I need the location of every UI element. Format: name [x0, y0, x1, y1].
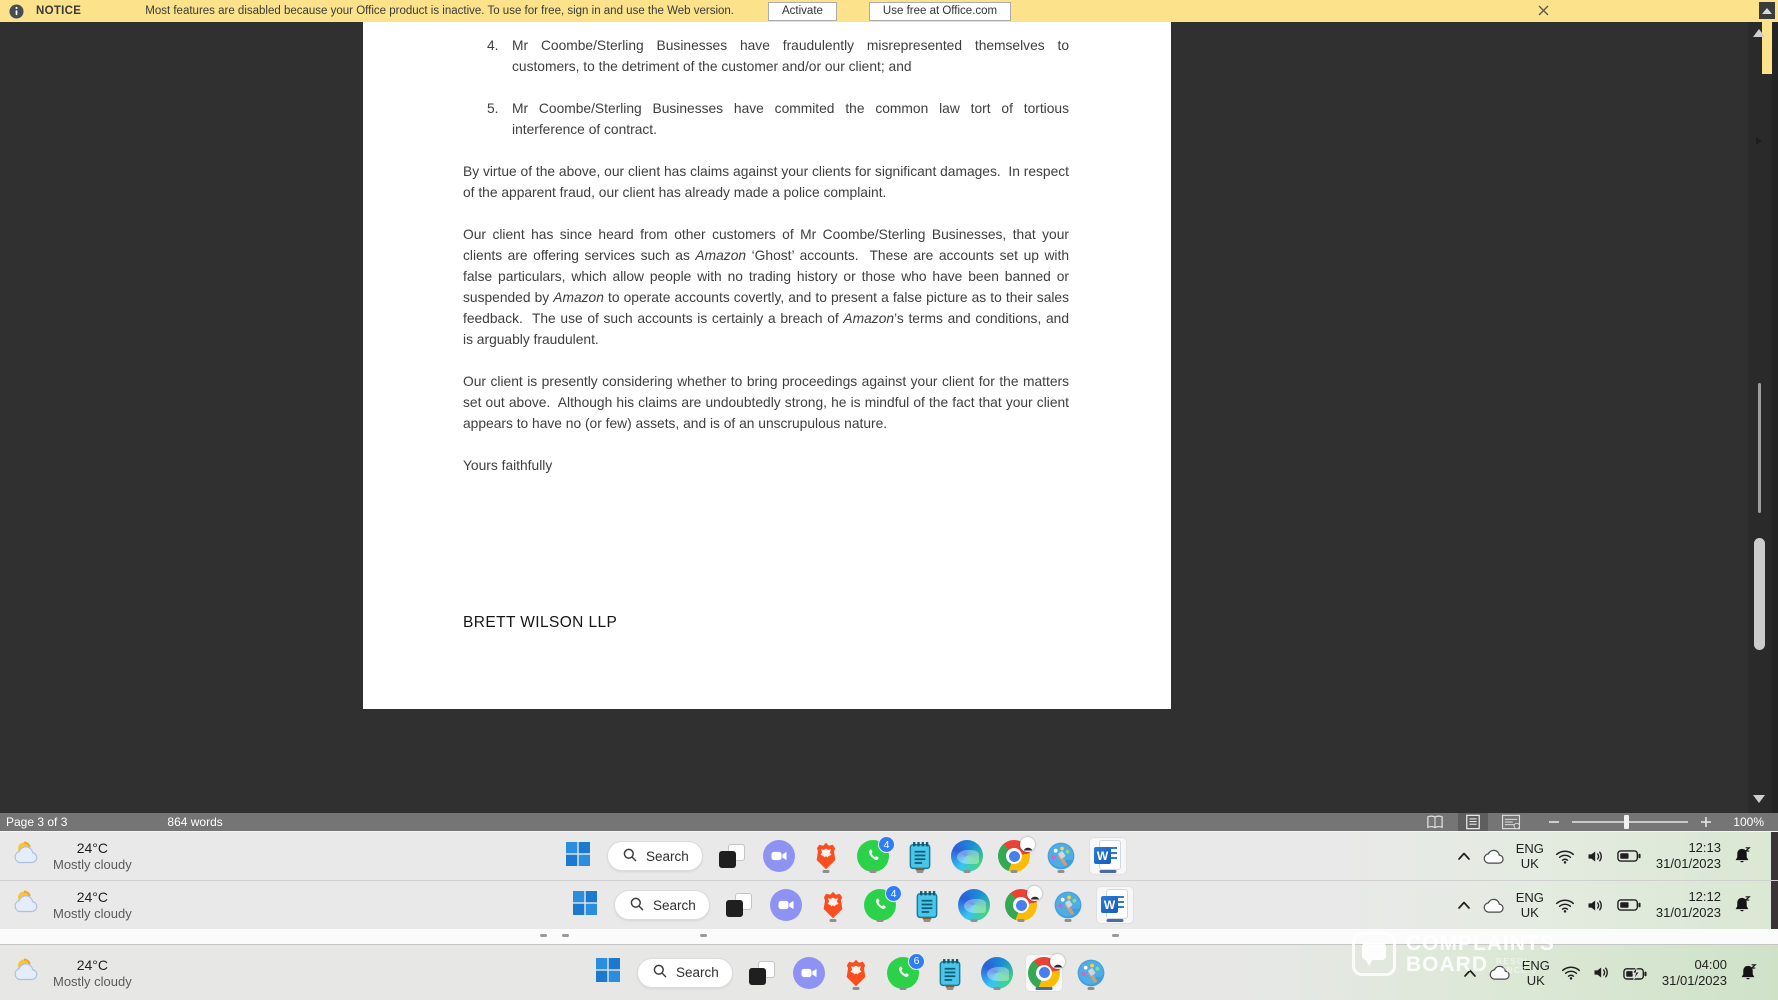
zoom-in-button[interactable]: [1700, 816, 1712, 828]
notepad-taskbar-icon[interactable]: [902, 838, 938, 874]
word-status-bar: [0, 813, 1778, 831]
language-line2: UK: [1520, 856, 1539, 871]
zoom-level[interactable]: 100%: [1733, 815, 1764, 829]
paint-taskbar-icon[interactable]: [1073, 955, 1109, 991]
system-tray: [1463, 945, 1758, 1000]
zoom-out-button[interactable]: [1548, 816, 1560, 828]
weather-icon: [10, 955, 46, 991]
windows-logo-icon: [565, 841, 591, 872]
page-scroll-top-button[interactable]: [1759, 2, 1775, 19]
info-icon: [9, 4, 24, 19]
taskbar-app-strip: [590, 955, 1109, 991]
zoom-slider-handle[interactable]: [1624, 815, 1629, 829]
tray-date: 31/01/2023: [1655, 856, 1721, 871]
brave-taskbar-icon[interactable]: [815, 887, 851, 923]
screen-edge-strip: [1772, 22, 1778, 813]
activate-button[interactable]: Activate: [768, 2, 837, 21]
doc-closing-block: Yours faithfully: [463, 458, 553, 473]
up-arrow-icon: [1762, 8, 1772, 14]
chevron-up-icon[interactable]: [1457, 900, 1471, 910]
page-indicator[interactable]: Page 3 of 3: [6, 815, 68, 829]
chrome-taskbar-icon[interactable]: [996, 838, 1032, 874]
language-line2: UK: [1520, 905, 1539, 920]
use-free-office-button[interactable]: Use free at Office.com: [869, 2, 1011, 21]
search-icon: [629, 896, 645, 915]
indicator-dash: [700, 934, 707, 937]
word-taskbar-icon[interactable]: W: [1090, 838, 1126, 874]
doc-para-block: By virtue of the above, our client has claims against your clients for significant damages. In respect of the apparent fraud, our client has already made a police complaint.: [463, 164, 1069, 200]
whatsapp-taskbar-icon[interactable]: [862, 887, 898, 923]
tray-time: 04:00: [1694, 956, 1727, 972]
language-indicator[interactable]: [1516, 841, 1544, 871]
running-indicator: [1100, 870, 1117, 873]
running-indicator: [971, 919, 978, 922]
running-indicator: [994, 987, 1001, 990]
task-view-taskbar-icon[interactable]: [714, 838, 750, 874]
running-indicator: [853, 987, 860, 990]
show-desktop-edge[interactable]: [1771, 832, 1778, 880]
chevron-up-icon[interactable]: [1463, 968, 1477, 978]
running-indicator: [877, 919, 884, 922]
scroll-marker-icon: [1756, 137, 1762, 145]
wifi-icon[interactable]: [1555, 848, 1575, 865]
clock[interactable]: [1656, 889, 1721, 921]
chrome-taskbar-icon[interactable]: [1026, 955, 1062, 991]
language-line1: ENG: [1515, 841, 1544, 856]
notice-message: Most features are disabled because your Office product is inactive. To use for free, sign in and use the Web version.: [145, 5, 734, 17]
battery-icon[interactable]: [1617, 898, 1641, 912]
notification-bell-icon[interactable]: [1732, 846, 1752, 866]
watermark-title-line1: COMPLAINTS: [1406, 932, 1555, 955]
notification-badge: 4: [885, 885, 902, 902]
taskbar-3: [0, 944, 1778, 1000]
zoom-taskbar-icon[interactable]: [768, 887, 804, 923]
zoom-slider[interactable]: [1572, 821, 1688, 823]
running-indicator: [900, 987, 907, 990]
close-icon[interactable]: [1538, 5, 1549, 16]
scrollbar-thumb[interactable]: [1754, 538, 1765, 650]
start-button[interactable]: [560, 838, 596, 874]
weather-desc: Mostly cloudy: [53, 906, 132, 921]
onedrive-cloud-icon[interactable]: [1488, 964, 1511, 981]
clock[interactable]: [1656, 840, 1721, 872]
show-desktop-edge[interactable]: [1771, 881, 1778, 929]
status-bar-right: [1412, 813, 1764, 831]
doc-numbered-block: 4. Mr Coombe/Sterling Businesses have fraudulently misrepresented themselves to customers, to the detriment of the customer and/or our client; and: [463, 35, 1069, 77]
notification-bell-icon[interactable]: [1732, 895, 1752, 915]
brave-taskbar-icon[interactable]: [808, 838, 844, 874]
running-indicator: [947, 987, 954, 990]
task-view-taskbar-icon[interactable]: [721, 887, 757, 923]
read-mode-button[interactable]: [1420, 813, 1450, 831]
brave-taskbar-icon[interactable]: [838, 955, 874, 991]
running-indicator: [924, 919, 931, 922]
word-taskbar-icon[interactable]: W: [1097, 887, 1133, 923]
language-indicator[interactable]: [1522, 958, 1550, 988]
search-box[interactable]: [614, 890, 710, 920]
edge-taskbar-icon[interactable]: [956, 887, 992, 923]
running-indicator: [1011, 870, 1018, 873]
chrome-overlay-badge: [1050, 954, 1065, 969]
running-indicator: [1018, 919, 1025, 922]
document-page[interactable]: [363, 22, 1171, 709]
notepad-taskbar-icon[interactable]: [932, 955, 968, 991]
search-box[interactable]: [637, 958, 733, 988]
weather-temp: 24°C: [76, 840, 109, 856]
paint-taskbar-icon[interactable]: [1050, 887, 1086, 923]
tray-date: 31/01/2023: [1661, 972, 1727, 988]
running-indicator: [1065, 919, 1072, 922]
zoom-taskbar-icon[interactable]: [791, 955, 827, 991]
notification-badge: 6: [908, 953, 925, 970]
edge-taskbar-icon[interactable]: [979, 955, 1015, 991]
search-box[interactable]: [607, 841, 703, 871]
taskbar-app-strip: [567, 887, 1133, 923]
running-indicator: [1058, 870, 1065, 873]
system-tray: [1457, 832, 1752, 880]
task-view-taskbar-icon[interactable]: [744, 955, 780, 991]
chrome-overlay-badge: [1027, 886, 1042, 901]
watermark-title-line2: BOARD: [1406, 953, 1488, 976]
weather-widget[interactable]: [10, 838, 132, 874]
search-label: Search: [646, 848, 689, 864]
search-icon: [652, 963, 668, 982]
onedrive-cloud-icon[interactable]: [1482, 897, 1505, 914]
running-indicator: [1107, 919, 1124, 922]
notification-bell-icon[interactable]: [1738, 963, 1758, 983]
whatsapp-taskbar-icon[interactable]: [855, 838, 891, 874]
start-button[interactable]: [567, 887, 603, 923]
running-indicator: [1036, 987, 1053, 990]
chrome-taskbar-icon[interactable]: [1003, 887, 1039, 923]
battery-icon[interactable]: [1617, 849, 1641, 863]
indicator-dash: [540, 934, 547, 937]
wifi-icon[interactable]: [1561, 964, 1581, 981]
tray-time: 12:12: [1688, 889, 1721, 904]
weather-desc: Mostly cloudy: [53, 973, 132, 989]
document-canvas: [0, 22, 1778, 813]
vertical-scrollbar[interactable]: [1748, 22, 1772, 813]
list-number: 4.: [487, 38, 499, 53]
volume-icon[interactable]: [1586, 848, 1606, 865]
weather-widget[interactable]: [10, 955, 132, 991]
notification-badge: 4: [878, 836, 895, 853]
doc-para-block: Our client has since heard from other customers of Mr Coombe/Sterling Businesses, that your clients are offering services such as Amazon ‘Ghost’ accounts. These are accounts set up with false particulars, which allow people with no trading history or those who have been banned or suspended by Amazon to operate accounts covertly, and to present a false picture as to their sales feedback. The use of such accounts is certainly a breach of Amazon’s terms and conditions, and is arguably fraudulent.: [463, 227, 1069, 347]
watermark-tagline-line2: SINCE 2: [1496, 966, 1538, 975]
running-indicator: [823, 870, 830, 873]
indicator-dash: [562, 934, 569, 937]
tray-time: 12:13: [1688, 840, 1721, 855]
list-number: 5.: [487, 101, 499, 116]
taskbar-1: [0, 831, 1778, 880]
language-line1: ENG: [1521, 957, 1550, 973]
weather-icon: [10, 838, 46, 874]
word-count[interactable]: 864 words: [167, 815, 223, 829]
search-label: Search: [676, 965, 719, 980]
doc-para-block: Our client is presently considering whether to bring proceedings against your client for the matters set out above. Although his claims are undoubtedly strong, he is mindful of the fact that your client appears to have no (or few) assets, and is of an unscrupulous nature.: [463, 374, 1069, 431]
windows-logo-icon: [595, 957, 621, 988]
indicator-dash: [1112, 934, 1119, 937]
doc-numbered-block: 5. Mr Coombe/Sterling Businesses have commited the common law tort of tortious interference of contract.: [463, 98, 1069, 140]
paint-taskbar-icon[interactable]: [1043, 838, 1079, 874]
taskbar-app-strip: [560, 838, 1126, 874]
running-indicator: [870, 870, 877, 873]
scroll-up-arrow-icon[interactable]: [1753, 29, 1765, 37]
running-indicator: [964, 870, 971, 873]
weather-icon: [10, 887, 46, 923]
clock[interactable]: [1662, 957, 1727, 989]
running-indicator: [1088, 987, 1095, 990]
weather-temp: 24°C: [76, 956, 109, 973]
scroll-down-arrow-icon[interactable]: [1753, 795, 1765, 803]
chevron-up-icon[interactable]: [1457, 851, 1471, 861]
notice-label: NOTICE: [36, 5, 82, 17]
language-line2: UK: [1526, 972, 1545, 988]
search-label: Search: [653, 897, 696, 913]
language-indicator[interactable]: [1516, 890, 1544, 920]
notepad-taskbar-icon[interactable]: [909, 887, 945, 923]
weather-desc: Mostly cloudy: [53, 857, 132, 872]
onedrive-cloud-icon[interactable]: [1482, 848, 1505, 865]
weather-widget[interactable]: [10, 887, 132, 923]
doc-signature-block: BRETT WILSON LLP: [463, 614, 618, 631]
volume-icon[interactable]: [1586, 897, 1606, 914]
wifi-icon[interactable]: [1555, 897, 1575, 914]
whatsapp-taskbar-icon[interactable]: [885, 955, 921, 991]
running-indicator: [917, 870, 924, 873]
language-line1: ENG: [1515, 890, 1544, 905]
edge-taskbar-icon[interactable]: [949, 838, 985, 874]
zoom-taskbar-icon[interactable]: [761, 838, 797, 874]
web-layout-button[interactable]: [1496, 813, 1526, 831]
system-tray: [1457, 881, 1752, 929]
windows-logo-icon: [572, 890, 598, 921]
print-layout-button[interactable]: [1458, 813, 1488, 831]
tray-date: 31/01/2023: [1655, 905, 1721, 920]
chrome-overlay-badge: [1020, 837, 1035, 852]
scrollbar-track-mark: [1758, 383, 1761, 513]
search-icon: [622, 847, 638, 866]
battery-icon[interactable]: [1623, 965, 1647, 981]
running-indicator: [830, 919, 837, 922]
watermark-tagline-line1: RESOL: [1496, 957, 1531, 966]
taskbar-separator: [0, 929, 1778, 944]
weather-temp: 24°C: [76, 889, 109, 905]
start-button[interactable]: [590, 955, 626, 991]
taskbar-2: [0, 880, 1778, 929]
office-notice-bar: [0, 0, 1778, 22]
volume-icon[interactable]: [1592, 964, 1612, 981]
